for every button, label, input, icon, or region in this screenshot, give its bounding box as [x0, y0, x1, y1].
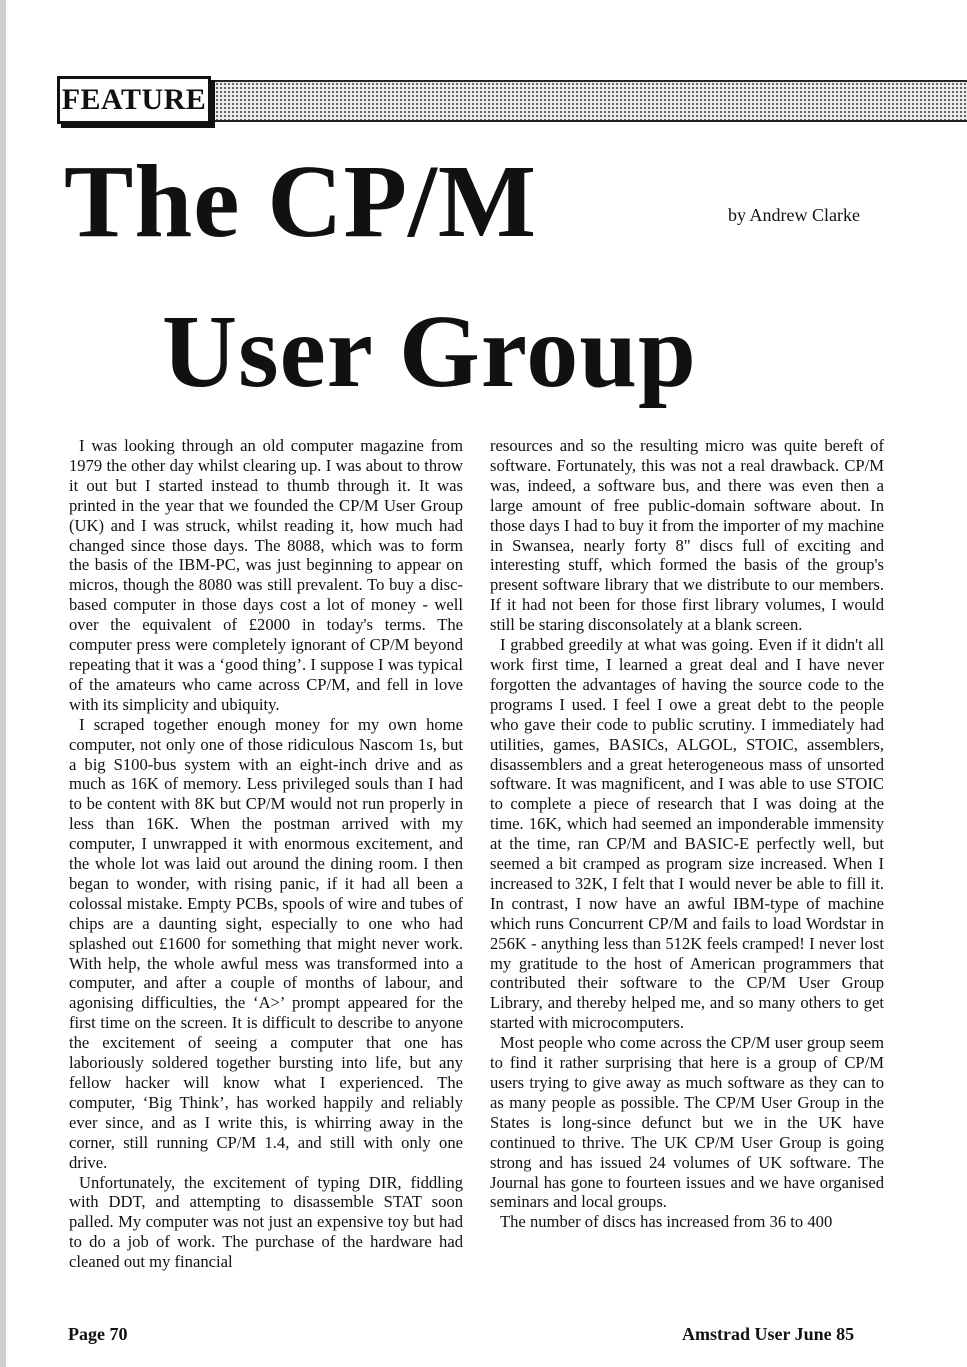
paragraph: Most people who come across the CP/M user group seem to find it rather surprising that here is a group of CP/M users trying to give away as much software as they can to as many people as possible. The CP/M User Group in the States is long-since defunct but we in the UK have continued to thrive. The UK CP/M User Group is going strong and has issued 24 volumes of UK software. The Journal has gone to fourteen issues and we have organised seminars and local groups. — [490, 1033, 884, 1212]
paragraph: resources and so the resulting micro was quite bereft of software. Fortunately, this was not a real drawback. CP/M was, indeed, a software bus, and there was even then a large amount of free public-domain software about. In those days I had to buy it from the importer of my machine in Swansea, nearly forty 8" discs full of exciting and interesting stuff, which formed the basis of the group's present software library that we distribute to our members. If it had not been for those first library volumes, I would still be staring disconsolately at a blank screen. — [490, 436, 884, 635]
paragraph: The number of discs has increased from 36 to 400 — [500, 1212, 833, 1232]
banner-stripe — [207, 80, 967, 122]
section-banner — [57, 76, 967, 122]
paragraph: Unfortunately, the excitement of typing DIR, fiddling with DDT, and attempting to disassemble STAT soon palled. My computer was not just an expensive toy but had to do a job of work. The purchase of the hardware had cleaned out my financial — [69, 1172, 463, 1272]
paragraph: I was looking through an old computer magazine from 1979 the other day whilst clearing up. I was about to throw it out but I started instead to thumb through it. It was printed in the year that we founded the CP/M User Group (UK) and I was struck, whilst reading it, how much had changed since those days. The 8088, which was to form the basis of the IBM-PC, was just beginning to appear on micros, though the 8080 was still prevalent. To buy a disc-based computer in those days cost a lot of money - well over the equivalent of £2000 in today's terms. The computer press were completely ignorant of CP/M beyond repeating that it was a ‘good thing’. I suppose I was typical of the amateurs who came across CP/M, and fell in love with its simplicity and ubiquity. — [69, 436, 463, 714]
article-title-line-1: The CP/M — [64, 144, 538, 259]
right-column — [490, 436, 884, 1232]
magazine-footer: Amstrad User June 85 — [682, 1324, 855, 1344]
article-title-line-2: User Group — [162, 294, 697, 409]
section-label: FEATURE — [61, 83, 207, 116]
left-column — [69, 436, 463, 1272]
page-number: Page 70 — [68, 1324, 128, 1344]
section-label-box — [57, 76, 211, 124]
paragraph: I scraped together enough money for my own home computer, not only one of those ridiculous Nascom 1s, but a big S100-bus system with an eight-inch drive and as much as 16K of memory. Less privileged souls than I had to be content with 8K but CP/M would not run properly in less than 16K. When the postman arrived with my computer, I unwrapped it with enormous excitement, and the whole lot was laid out around the dining room. I then began to wonder, with rising panic, if it had all been a colossal mistake. Empty PCBs, spools of wire and tubes of chips are a daunting sight, especially to one who had splashed out £1600 for something that might never work. With help, the whole awful mess was transformed into a computer, and after a couple of months of labour, and agonising difficulties, the ‘A>’ prompt appeared for the first time on the screen. It is difficult to describe to anyone the excitement of seeing a computer that one has laboriously soldered together bursting into life, but any fellow hacker will know what I experienced. The computer, ‘Big Think’, has worked happily and reliably ever since, and as I write this, is whirring away in the corner, still running CP/M 1.4, and still with only one drive. — [69, 714, 463, 1172]
page-edge — [0, 0, 6, 1367]
byline: by Andrew Clarke — [728, 205, 860, 225]
paragraph: I grabbed greedily at what was going. Even if it didn't all work first time, I learned a great deal and I have never forgotten the advantages of having the source code to the programs I used. I feel I owe a great debt to the people who gave their code to public scrutiny. I immediately had utilities, games, BASICs, ALGOL, STOIC, assemblers, disassemblers and a great heterogeneous mass of unsorted software. It was magnificent, and I was able to use STOIC to complete a piece of research that I was doing at the time. 16K, which had seemed an imponderable immensity at the time, ran CP/M and BASIC-E perfectly well, but seemed a bit cramped as program size increased. When I increased to 32K, I felt that I would never be able to fill it. In contrast, I now have an awful IBM-type of machine which runs Concurrent CP/M and fails to load Wordstar in 256K - anything less than 512K feels cramped! I never lost my gratitude to the host of American programmers that contributed their software to the CP/M User Group Library, and thereby helped me, and so many others to get started with microcomputers. — [490, 635, 884, 1033]
